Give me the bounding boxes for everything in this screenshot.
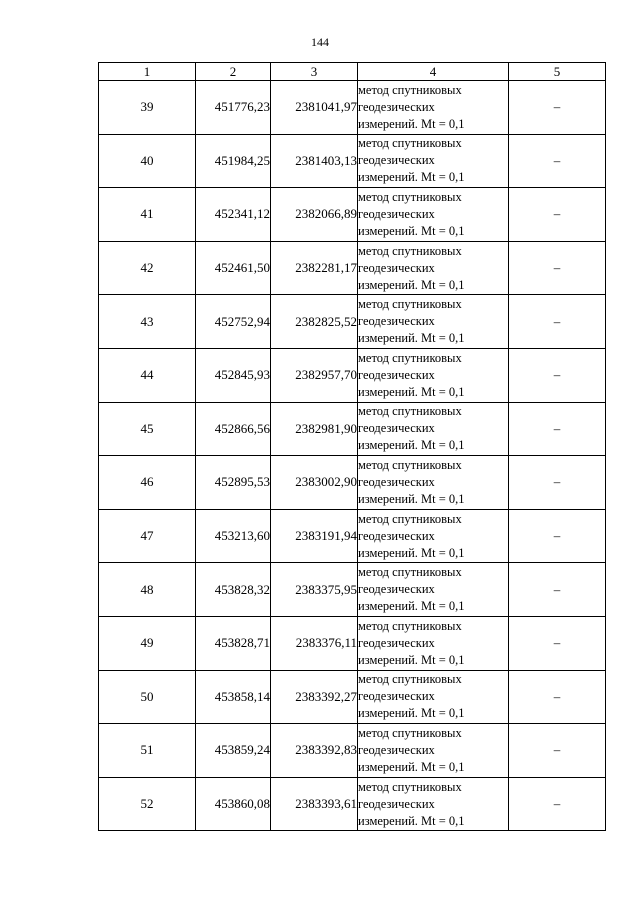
point-number-cell: 48 bbox=[99, 563, 196, 617]
method-line: измерений. Mt = 0,1 bbox=[358, 331, 465, 346]
method-line: геодезических bbox=[358, 528, 435, 543]
note-cell: – bbox=[509, 616, 606, 670]
x-coordinate-cell: 452845,93 bbox=[196, 348, 271, 402]
point-number-cell: 42 bbox=[99, 241, 196, 295]
method-cell bbox=[358, 777, 509, 831]
x-coordinate-cell: 453860,08 bbox=[196, 777, 271, 831]
note-cell: – bbox=[509, 563, 606, 617]
note-cell: – bbox=[509, 348, 606, 402]
x-coordinate-cell: 452895,53 bbox=[196, 456, 271, 510]
method-cell bbox=[358, 188, 509, 242]
x-coordinate-cell: 451776,23 bbox=[196, 81, 271, 135]
y-coordinate-cell: 2383375,95 bbox=[271, 563, 358, 617]
method-line: измерений. Mt = 0,1 bbox=[358, 652, 465, 667]
y-coordinate-cell: 2383393,61 bbox=[271, 777, 358, 831]
method-line: геодезических bbox=[358, 99, 435, 114]
table-row bbox=[99, 241, 606, 295]
method-line: метод спутниковых bbox=[358, 404, 462, 419]
method-line: геодезических bbox=[358, 153, 435, 168]
method-line: метод спутниковых bbox=[358, 672, 462, 687]
point-number-cell: 44 bbox=[99, 348, 196, 402]
method-cell bbox=[358, 563, 509, 617]
x-coordinate-cell: 452866,56 bbox=[196, 402, 271, 456]
coordinates-table bbox=[98, 62, 606, 831]
note-cell: – bbox=[509, 134, 606, 188]
note-cell: – bbox=[509, 509, 606, 563]
note-cell: – bbox=[509, 188, 606, 242]
method-line: метод спутниковых bbox=[358, 725, 462, 740]
method-cell bbox=[358, 509, 509, 563]
method-line: геодезических bbox=[358, 742, 435, 757]
method-line: измерений. Mt = 0,1 bbox=[358, 170, 465, 185]
method-line: измерений. Mt = 0,1 bbox=[358, 813, 465, 828]
y-coordinate-cell: 2381041,97 bbox=[271, 81, 358, 135]
y-coordinate-cell: 2381403,13 bbox=[271, 134, 358, 188]
method-cell bbox=[358, 348, 509, 402]
method-cell bbox=[358, 456, 509, 510]
method-line: геодезических bbox=[358, 367, 435, 382]
method-line: измерений. Mt = 0,1 bbox=[358, 223, 465, 238]
note-cell: – bbox=[509, 402, 606, 456]
method-line: измерений. Mt = 0,1 bbox=[358, 116, 465, 131]
method-line: метод спутниковых bbox=[358, 511, 462, 526]
table-row bbox=[99, 295, 606, 349]
method-line: геодезических bbox=[358, 474, 435, 489]
table-body bbox=[99, 81, 606, 831]
method-cell bbox=[358, 81, 509, 135]
x-coordinate-cell: 453213,60 bbox=[196, 509, 271, 563]
table-row bbox=[99, 348, 606, 402]
method-cell bbox=[358, 670, 509, 724]
y-coordinate-cell: 2383392,83 bbox=[271, 724, 358, 778]
point-number-cell: 51 bbox=[99, 724, 196, 778]
note-cell: – bbox=[509, 456, 606, 510]
table-row bbox=[99, 670, 606, 724]
method-line: геодезических bbox=[358, 689, 435, 704]
note-cell: – bbox=[509, 777, 606, 831]
x-coordinate-cell: 452752,94 bbox=[196, 295, 271, 349]
y-coordinate-cell: 2382957,70 bbox=[271, 348, 358, 402]
method-line: метод спутниковых bbox=[358, 189, 462, 204]
method-line: метод спутниковых bbox=[358, 779, 462, 794]
table-row bbox=[99, 724, 606, 778]
method-cell bbox=[358, 134, 509, 188]
x-coordinate-cell: 453858,14 bbox=[196, 670, 271, 724]
method-cell bbox=[358, 724, 509, 778]
method-line: метод спутниковых bbox=[358, 350, 462, 365]
method-line: измерений. Mt = 0,1 bbox=[358, 706, 465, 721]
page-number: 144 bbox=[311, 35, 329, 49]
method-line: геодезических bbox=[358, 582, 435, 597]
x-coordinate-cell: 452461,50 bbox=[196, 241, 271, 295]
point-number-cell: 52 bbox=[99, 777, 196, 831]
y-coordinate-cell: 2382981,90 bbox=[271, 402, 358, 456]
method-line: измерений. Mt = 0,1 bbox=[358, 599, 465, 614]
x-coordinate-cell: 453828,71 bbox=[196, 616, 271, 670]
method-line: измерений. Mt = 0,1 bbox=[358, 759, 465, 774]
method-line: геодезических bbox=[358, 260, 435, 275]
method-line: геодезических bbox=[358, 421, 435, 436]
note-cell: – bbox=[509, 241, 606, 295]
y-coordinate-cell: 2383002,90 bbox=[271, 456, 358, 510]
y-coordinate-cell: 2382066,89 bbox=[271, 188, 358, 242]
method-cell bbox=[358, 616, 509, 670]
table-row bbox=[99, 402, 606, 456]
point-number-cell: 46 bbox=[99, 456, 196, 510]
method-line: измерений. Mt = 0,1 bbox=[358, 491, 465, 506]
method-line: измерений. Mt = 0,1 bbox=[358, 277, 465, 292]
note-cell: – bbox=[509, 724, 606, 778]
x-coordinate-cell: 452341,12 bbox=[196, 188, 271, 242]
point-number-cell: 43 bbox=[99, 295, 196, 349]
table-header bbox=[99, 63, 606, 81]
point-number-cell: 50 bbox=[99, 670, 196, 724]
table-row bbox=[99, 188, 606, 242]
table-row bbox=[99, 509, 606, 563]
method-line: измерений. Mt = 0,1 bbox=[358, 438, 465, 453]
method-line: метод спутниковых bbox=[358, 243, 462, 258]
method-line: метод спутниковых bbox=[358, 82, 462, 97]
note-cell: – bbox=[509, 670, 606, 724]
point-number-cell: 49 bbox=[99, 616, 196, 670]
point-number-cell: 40 bbox=[99, 134, 196, 188]
method-line: геодезических bbox=[358, 796, 435, 811]
method-line: геодезических bbox=[358, 314, 435, 329]
y-coordinate-cell: 2383376,11 bbox=[271, 616, 358, 670]
point-number-cell: 47 bbox=[99, 509, 196, 563]
method-line: метод спутниковых bbox=[358, 136, 462, 151]
header-col-2: 2 bbox=[196, 63, 271, 81]
method-cell bbox=[358, 295, 509, 349]
method-line: метод спутниковых bbox=[358, 457, 462, 472]
note-cell: – bbox=[509, 295, 606, 349]
method-line: метод спутниковых bbox=[358, 618, 462, 633]
header-col-1: 1 bbox=[99, 63, 196, 81]
y-coordinate-cell: 2383191,94 bbox=[271, 509, 358, 563]
table-row bbox=[99, 134, 606, 188]
table-row bbox=[99, 777, 606, 831]
point-number-cell: 45 bbox=[99, 402, 196, 456]
point-number-cell: 41 bbox=[99, 188, 196, 242]
method-cell bbox=[358, 402, 509, 456]
table-row bbox=[99, 616, 606, 670]
note-cell: – bbox=[509, 81, 606, 135]
method-line: измерений. Mt = 0,1 bbox=[358, 545, 465, 560]
y-coordinate-cell: 2383392,27 bbox=[271, 670, 358, 724]
method-line: геодезических bbox=[358, 206, 435, 221]
table-row bbox=[99, 456, 606, 510]
method-line: метод спутниковых bbox=[358, 565, 462, 580]
table-row bbox=[99, 81, 606, 135]
table-row bbox=[99, 563, 606, 617]
method-line: геодезических bbox=[358, 635, 435, 650]
header-col-4: 4 bbox=[358, 63, 509, 81]
method-cell bbox=[358, 241, 509, 295]
x-coordinate-cell: 451984,25 bbox=[196, 134, 271, 188]
x-coordinate-cell: 453859,24 bbox=[196, 724, 271, 778]
method-line: метод спутниковых bbox=[358, 297, 462, 312]
header-col-3: 3 bbox=[271, 63, 358, 81]
header-col-5: 5 bbox=[509, 63, 606, 81]
header-row bbox=[99, 63, 606, 81]
method-line: измерений. Mt = 0,1 bbox=[358, 384, 465, 399]
y-coordinate-cell: 2382825,52 bbox=[271, 295, 358, 349]
x-coordinate-cell: 453828,32 bbox=[196, 563, 271, 617]
y-coordinate-cell: 2382281,17 bbox=[271, 241, 358, 295]
point-number-cell: 39 bbox=[99, 81, 196, 135]
